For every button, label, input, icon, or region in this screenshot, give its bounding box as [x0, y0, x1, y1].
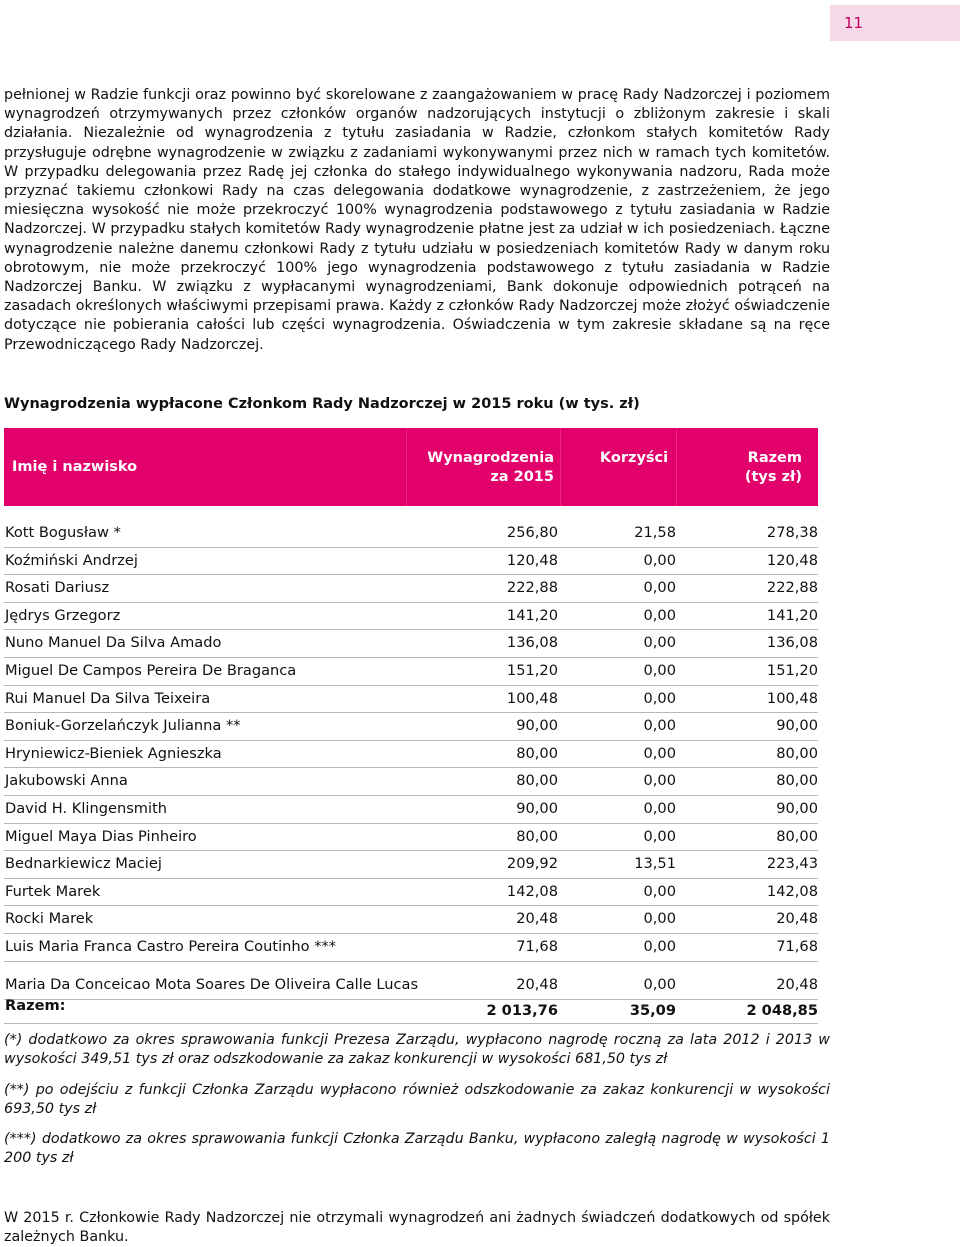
table-row — [4, 741, 818, 769]
cell-total: 90,00 — [776, 717, 818, 735]
cell-name: Jędrys Grzegorz — [5, 606, 121, 624]
cell-name: Koźmiński Andrzej — [5, 551, 138, 569]
table-row — [4, 934, 818, 962]
final-paragraph: W 2015 r. Członkowie Rady Nadzorczej nie otrzymali wynagrodzeń ani żadnych świadczeń dodatkowych od spółek zależnych Banku. — [4, 1210, 830, 1246]
cell-total: 136,08 — [766, 634, 818, 652]
cell-total: 120,48 — [766, 551, 818, 569]
cell-name: Rocki Marek — [5, 910, 94, 928]
table-row — [4, 879, 818, 907]
page-number-box — [830, 5, 960, 41]
table-row — [4, 906, 818, 934]
cell-salary: 20,48 — [516, 975, 558, 993]
table-row — [4, 713, 818, 741]
cell-benefits: 0,00 — [643, 744, 676, 762]
cell-benefits: 0,00 — [643, 661, 676, 679]
cell-name: Hryniewicz-Bieniek Agnieszka — [5, 744, 222, 762]
cell-salary: 20,48 — [516, 910, 558, 928]
header-total — [694, 449, 802, 487]
cell-total: 80,00 — [776, 772, 818, 790]
table-row — [4, 796, 818, 824]
cell-total: 20,48 — [776, 910, 818, 928]
cell-salary: 90,00 — [516, 717, 558, 735]
table-row — [4, 962, 818, 1000]
cell-total: 90,00 — [776, 799, 818, 817]
cell-benefits: 0,00 — [643, 772, 676, 790]
header-total-line1: Razem — [747, 450, 802, 466]
footnote-1: (*) dodatkowo za okres sprawowania funkcji Prezesa Zarządu, wypłacono nagrodę roczną za lata 2012 i 2013 w wysokości 349,51 tys zł oraz odszkodowanie za zakaz konkurencji w wysokości 681,50 tys zł — [4, 1032, 830, 1068]
cell-total: 141,20 — [766, 606, 818, 624]
cell-name: Rui Manuel Da Silva Teixeira — [5, 689, 211, 707]
cell-salary: 209,92 — [506, 855, 558, 873]
total-salary: 2 013,76 — [486, 1002, 558, 1019]
cell-name: Furtek Marek — [5, 882, 101, 900]
table-header — [4, 428, 818, 506]
cell-salary: 222,88 — [506, 579, 558, 597]
table-row — [4, 824, 818, 852]
cell-total: 71,68 — [776, 937, 818, 955]
total-label: Razem: — [5, 997, 66, 1014]
total-total: 2 048,85 — [746, 1002, 818, 1019]
cell-name: Boniuk-Gorzelańczyk Julianna ** — [5, 717, 241, 735]
table-caption: Wynagrodzenia wypłacone Członkom Rady Nadzorczej w 2015 roku (w tys. zł) — [4, 396, 640, 412]
cell-total: 222,88 — [766, 579, 818, 597]
cell-benefits: 0,00 — [643, 606, 676, 624]
cell-name: Miguel De Campos Pereira De Braganca — [5, 661, 297, 679]
header-salary-line1: Wynagrodzenia — [427, 450, 554, 466]
header-benefits: Korzyści — [599, 450, 669, 466]
cell-salary: 90,00 — [516, 799, 558, 817]
cell-benefits: 13,51 — [634, 855, 676, 873]
cell-salary: 151,20 — [506, 661, 558, 679]
header-total-line2: (tys zł) — [744, 469, 802, 485]
cell-salary: 80,00 — [516, 827, 558, 845]
header-name: Imię i nazwisko — [12, 459, 138, 475]
cell-name: Rosati Dariusz — [5, 579, 110, 597]
cell-benefits: 0,00 — [643, 975, 676, 993]
cell-name: Maria Da Conceicao Mota Soares De Oliveira Calle Lucas — [5, 975, 419, 993]
cell-benefits: 0,00 — [643, 551, 676, 569]
cell-benefits: 0,00 — [643, 717, 676, 735]
cell-total: 80,00 — [776, 744, 818, 762]
body-paragraph: pełnionej w Radzie funkcji oraz powinno być skorelowane z zaangażowaniem w pracę Rady Nadzorczej i poziomem wynagrodzeń otrzymywanych przez członków organów nadzorujących instytucji o zbliżonym zakresie i skali działania. Niezależnie od wynagrodzenia z tytułu zasiadania w Radzie, członkom stałych komitetów Rady przysługuje odrębne wynagrodzenie w związku z zadaniami wykonywanymi przez nich w ramach tych komitetów. W przypadku delegowania przez Radę jej członka do stałego indywidualnego wykonywania nadzoru, Rada może przyznać takiemu członkowi Rady na czas delegowania dodatkowe wynagrodzenie, z zastrzeżeniem, że jego miesięczna wysokość nie może przekroczyć 100% wynagrodzenia podstawowego z tytułu zasiadania w Radzie Nadzorczej. W przypadku stałych komitetów Rady wynagrodzenie płatne jest za udział w ich posiedzeniach. Łączne wynagrodzenie należne danemu członkowi Rady z tytułu udziału w posiedzeniach komitetów Rady w danym roku obrotowym, nie może przekroczyć 100% jego wynagrodzenia podstawowego z tytułu zasiadania w Radzie Nadzorczej Banku. W związku z wypłacanymi wynagrodzeniami, Bank dokonuje odpowiednich potrąceń na zasadach określonych właściwymi przepisami prawa. Każdy z członków Rady Nadzorczej może złożyć oświadczenie dotyczące nie pobierania całości lub części wynagrodzenia. Oświadczenia w tym zakresie składane są na ręce Przewodniczącego Rady Nadzorczej. — [4, 87, 830, 353]
table-row — [4, 851, 818, 879]
table-row — [4, 575, 818, 603]
cell-total: 278,38 — [766, 524, 818, 541]
cell-benefits: 0,00 — [643, 882, 676, 900]
cell-benefits: 21,58 — [634, 524, 676, 541]
cell-total: 223,43 — [766, 855, 818, 873]
cell-total: 100,48 — [766, 689, 818, 707]
cell-benefits: 0,00 — [643, 827, 676, 845]
table-row — [4, 686, 818, 714]
table-row — [4, 603, 818, 631]
cell-salary: 120,48 — [506, 551, 558, 569]
cell-benefits: 0,00 — [643, 910, 676, 928]
cell-total: 151,20 — [766, 661, 818, 679]
cell-total: 80,00 — [776, 827, 818, 845]
footnote-2: (**) po odejściu z funkcji Członka Zarządu wypłacono również odszkodowanie za zakaz konkurencji w wysokości 693,50 tys zł — [4, 1082, 830, 1118]
cell-benefits: 0,00 — [643, 937, 676, 955]
table-row — [4, 630, 818, 658]
cell-total: 20,48 — [776, 975, 818, 993]
cell-benefits: 0,00 — [643, 799, 676, 817]
cell-benefits: 0,00 — [643, 689, 676, 707]
table-total-row — [4, 997, 818, 1024]
footnote-3: (***) dodatkowo za okres sprawowania funkcji Członka Zarządu Banku, wypłacono zaległą nagrodę w wysokości 1 200 tys zł — [4, 1131, 830, 1167]
cell-name: Luis Maria Franca Castro Pereira Coutinho *** — [5, 937, 337, 955]
cell-benefits: 0,00 — [643, 634, 676, 652]
cell-salary: 142,08 — [506, 882, 558, 900]
cell-benefits: 0,00 — [643, 579, 676, 597]
header-salary-line2: za 2015 — [490, 469, 554, 485]
cell-salary: 141,20 — [506, 606, 558, 624]
header-separator — [406, 428, 407, 506]
cell-total: 142,08 — [766, 882, 818, 900]
page-number: 11 — [844, 14, 864, 32]
table-row — [4, 548, 818, 576]
cell-name: Miguel Maya Dias Pinheiro — [5, 827, 197, 845]
cell-name: Nuno Manuel Da Silva Amado — [5, 634, 222, 652]
cell-salary: 80,00 — [516, 772, 558, 790]
header-separator — [560, 428, 561, 506]
cell-name: Kott Bogusław * — [5, 524, 121, 541]
cell-name: Bednarkiewicz Maciej — [5, 855, 162, 873]
table-row — [4, 658, 818, 686]
cell-name: David H. Klingensmith — [5, 799, 168, 817]
cell-salary: 80,00 — [516, 744, 558, 762]
cell-salary: 256,80 — [506, 524, 558, 541]
total-benefits: 35,09 — [629, 1002, 676, 1019]
cell-salary: 136,08 — [506, 634, 558, 652]
cell-salary: 100,48 — [506, 689, 558, 707]
header-separator — [676, 428, 677, 506]
table-body — [4, 520, 818, 1000]
table-row — [4, 768, 818, 796]
header-salary — [414, 449, 554, 487]
cell-salary: 71,68 — [516, 937, 558, 955]
table-row — [4, 520, 818, 548]
cell-name: Jakubowski Anna — [5, 772, 128, 790]
